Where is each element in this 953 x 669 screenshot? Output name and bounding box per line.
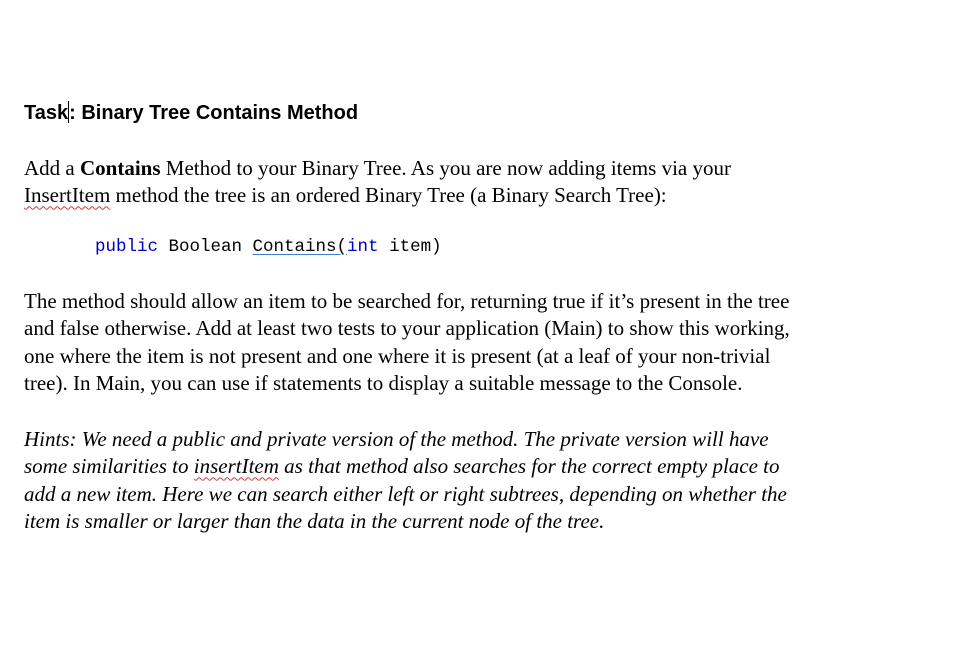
code-parameter: item) [378, 237, 442, 257]
paragraph-hints-line: item is smaller or larger than the data in the current node of the tree. [24, 509, 605, 534]
task-heading [24, 101, 358, 125]
heading-part-1: Task [24, 102, 69, 124]
paragraph-requirements-line: one where the item is not present and one where it is present (at a leaf of your non-trivial [24, 343, 771, 368]
code-type: Boolean [158, 237, 253, 257]
paragraph-requirements-line: tree). In Main, you can use if statements to display a suitable message to the Console. [24, 371, 743, 396]
paragraph-intro-line-2 [24, 182, 929, 209]
code-method-name: Contains( [252, 237, 348, 257]
intro-text: method the tree is an ordered Binary Tree (a Binary Search Tree): [110, 183, 667, 208]
hints-text: some similarities to [24, 454, 194, 479]
spellcheck-flagged-word[interactable]: InsertItem [24, 183, 111, 208]
intro-text: Add a [24, 156, 80, 180]
heading-part-2: : Binary Tree Contains Method [69, 102, 359, 124]
paragraph-intro-line-1 [24, 155, 929, 182]
code-keyword-public: public [95, 237, 159, 257]
paragraph-requirements-line: and false otherwise. Add at least two tests to your application (Main) to show this working, [24, 316, 790, 341]
spellcheck-flagged-word[interactable]: insertItem [193, 454, 279, 479]
paragraph-intro [24, 155, 929, 210]
paragraph-hints-line: add a new item. Here we can search either left or right subtrees, depending on whether the [24, 481, 787, 506]
hints-text: as that method also searches for the correct empty place to [278, 454, 780, 479]
paragraph-requirements-line: The method should allow an item to be searched for, returning true if it’s present in the tree [24, 289, 790, 313]
code-signature [95, 236, 442, 258]
intro-text: Method to your Binary Tree. As you are now adding items via your [160, 156, 731, 180]
paragraph-hints [24, 426, 929, 536]
paragraph-hints-line [24, 453, 929, 480]
contains-bold-word: Contains [80, 156, 161, 180]
paragraph-hints-line: Hints: We need a public and private version of the method. The private version will have [24, 427, 769, 451]
paragraph-requirements [24, 288, 929, 398]
code-keyword-int: int [347, 237, 379, 257]
